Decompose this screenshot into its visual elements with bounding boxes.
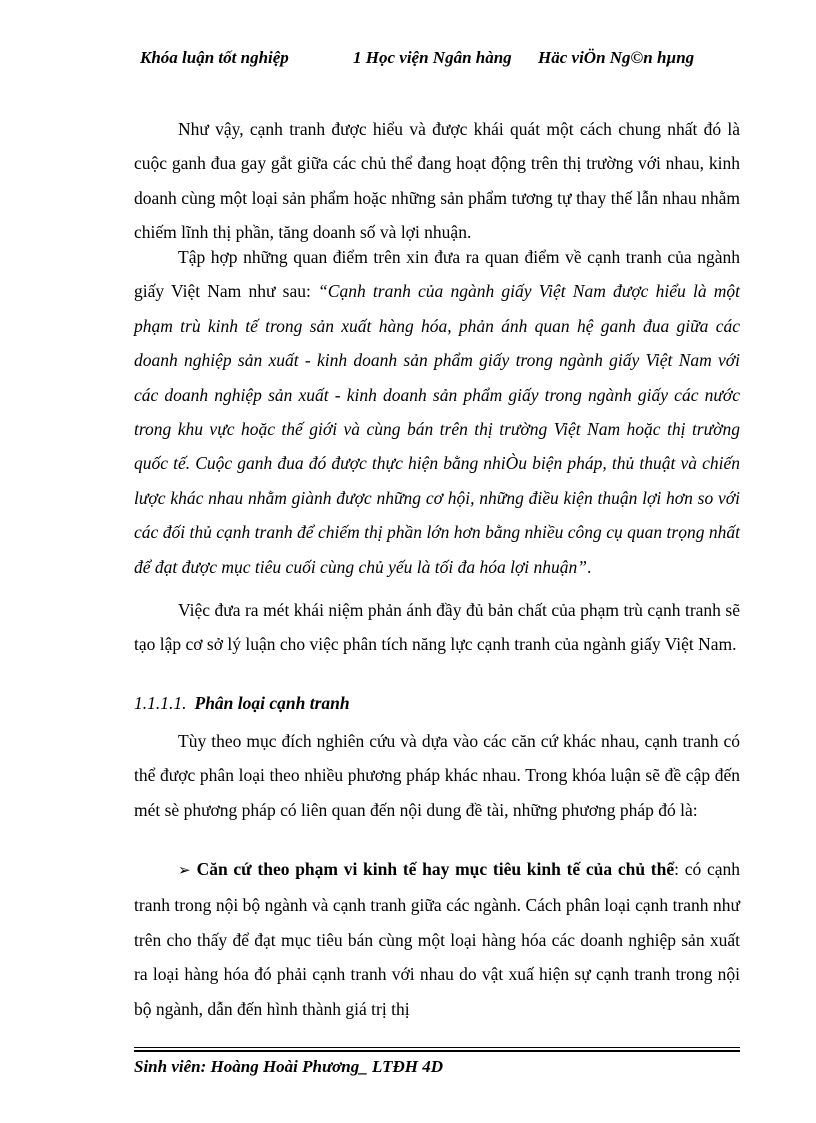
- header-academy-label: 1 Học viện Ngân hàng: [353, 48, 512, 67]
- footer-rule-thick: [134, 1050, 740, 1052]
- header-thesis-label: Khóa luận tốt nghiệp: [140, 48, 289, 67]
- bullet-body-text: : có cạnh tranh trong nội bộ ngành và cạnh tranh giữa các ngành. Cách phân loại cạnh tranh như trên cho thấy để đạt mục tiêu bán cùng một loại hàng hóa các doanh nghiệp sản xuất ra loại hàng hóa đó phải cạnh tranh với nhau do vật xuấ hiện sự cạnh tranh trong nội bộ ngành, dẫn đến hình thành giá trị thị: [134, 859, 740, 1019]
- quoted-definition: “Cạnh tranh của ngành giấy Việt Nam được hiểu là một phạm trù kinh tế trong sản xuất hàng hóa, phản ánh quan hệ ganh đua giữa các doanh nghiệp sản xuất - kinh doanh sản phẩm giấy trong ngành giấy Việt Nam với các doanh nghiệp sản xuất - kinh doanh sản phẩm giấy trong ngành giấy các nước trong khu vực hoặc thế giới và cùng bán trên thị trường Việt Nam hoặc thị trường quốc tế. Cuộc ganh đua đó được thực hiện bằng nhiÒu biện pháp, thủ thuật và chiến lược khác nhau nhằm giành được những cơ hội, những điều kiện thuận lợi hơn so với các đối thủ cạnh tranh để chiếm thị phần lớn hơn bằng nhiều công cụ quan trọng nhất để đạt được mục tiêu cuối cùng chủ yếu là tối đa hóa lợi nhuận”: [134, 281, 741, 577]
- paragraph-classification-intro: Tùy theo mục đích nghiên cứu và dựa vào các căn cứ khác nhau, cạnh tranh có thể được phân loại theo nhiều phương pháp khác nhau. Trong khóa luận sẽ đề cập đến mét sè phương pháp có liên quan đến nội dung đề tài, những phương pháp đó là:: [134, 731, 740, 820]
- page-footer: Sinh viên: Hoàng Hoài Phương_ LTĐH 4D: [134, 1057, 443, 1076]
- bullet-arrow-icon: ➢: [178, 863, 191, 879]
- bullet-bold-lead: Căn cứ theo phạm vi kinh tế hay mục tiêu kinh tế của chủ thể: [196, 859, 675, 879]
- header-academy-legacy-label: Häc viÖn Ng©n hµng: [538, 48, 695, 67]
- section-number: 1.1.1.1.: [134, 693, 187, 713]
- footer-rule-thin: [134, 1047, 740, 1048]
- paragraph-competition-definition: Như vậy, cạnh tranh được hiểu và được khái quát một cách chung nhất đó là cuộc ganh đua gay gắt giữa các chủ thể đang hoạt động trên thị trường với nhau, kinh doanh cùng một loại sản phẩm hoặc những sản phẩm tương tự thay thế lẫn nhau nhằm chiếm lĩnh thị phần, tăng doanh số và lợi nhuận.: [134, 119, 740, 243]
- paragraph-paper-industry-view: [134, 240, 740, 584]
- paragraph-theory-basis: Việc đưa ra mét khái niệm phản ánh đầy đủ bản chất của phạm trù cạnh tranh sẽ tạo lập cơ sở lý luận cho việc phân tích năng lực cạnh tranh của ngành giấy Việt Nam.: [134, 600, 740, 655]
- paragraph-end-punctuation: .: [587, 556, 592, 577]
- paragraph-classification-by-scope: [134, 852, 740, 1026]
- section-heading: [134, 693, 350, 714]
- section-title: Phân loại cạnh tranh: [194, 693, 350, 713]
- paragraph-intro-text: Tập hợp những quan điểm trên xin đưa ra quan điểm về cạnh tranh của ngành giấy Việt Nam như sau:: [134, 247, 740, 302]
